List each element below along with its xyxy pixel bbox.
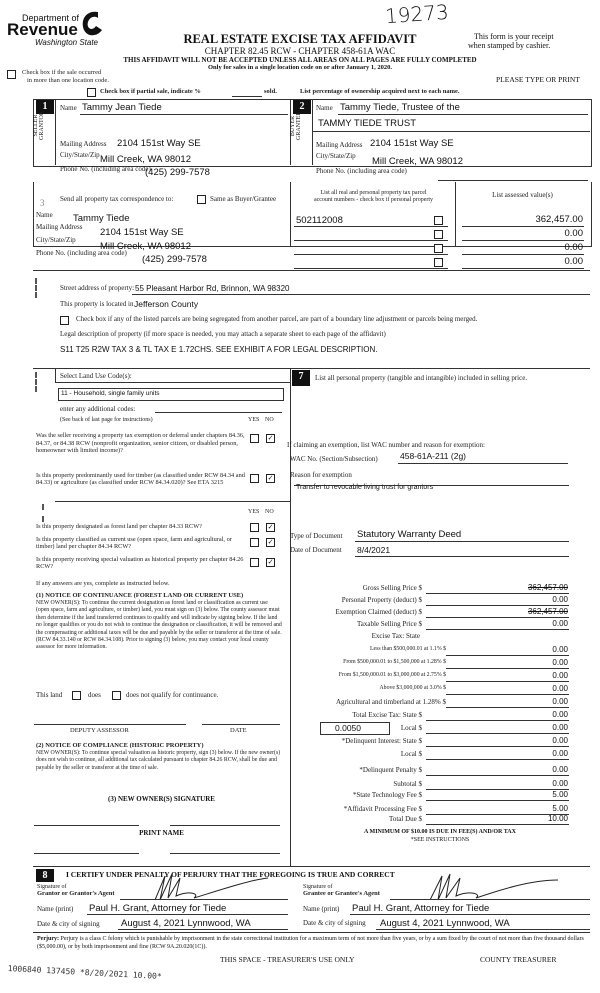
new-owner-signature-title: (3) NEW OWNER(S) SIGNATURE (108, 795, 215, 803)
handwritten-number: 19273 (384, 0, 450, 29)
tax-row-value[interactable]: 0.00 (552, 710, 568, 719)
section-4-number-mark (35, 278, 43, 298)
logo-state: Washington State (35, 38, 99, 47)
reason-label: Reason for exemption (290, 471, 352, 479)
grantor-sig-label-1: Signature of (37, 884, 67, 890)
grantee-sig-label-2: Grantee or Grantee's Agent (303, 890, 380, 897)
tax-row-label: Subtotal $ (393, 780, 422, 788)
seller-city-label: City/State/Zip (60, 151, 100, 159)
tax-row-value[interactable]: 0.00 (552, 749, 568, 758)
section-7-number: 7 (292, 370, 310, 386)
multi-location-checkbox[interactable] (7, 70, 16, 79)
grantor-name-label: Name (print) (37, 905, 74, 913)
grantee-signature[interactable] (420, 872, 560, 902)
tax-row-label: *Delinquent Interest: State $ (341, 737, 422, 745)
type-or-print: PLEASE TYPE OR PRINT (496, 75, 580, 84)
additional-codes-field[interactable] (155, 412, 282, 413)
tax-row-label: From $500,000.01 to $1,500,000 at 1.28% $ (343, 659, 446, 665)
tax-row-value[interactable]: 5.00 (552, 804, 568, 813)
tax-row-value[interactable]: 10.00 (547, 814, 568, 823)
assessed-value-field[interactable]: 0.00 (564, 256, 583, 267)
print-name-label: PRINT NAME (139, 829, 184, 837)
personal-property-checkbox[interactable] (434, 258, 443, 267)
sold-label: sold. (264, 88, 277, 95)
grantee-name-label: Name (print) (303, 905, 340, 913)
yes-header: YES (248, 417, 260, 423)
personal-property-checkbox[interactable] (434, 244, 443, 253)
q-current-use-no-checkbox[interactable]: ✓ (267, 538, 274, 546)
grantor-date-label: Date & city of signing (37, 920, 100, 928)
corr-city-label: City/State/Zip (36, 236, 76, 244)
corr-mailing-label: Mailing Address (36, 223, 83, 231)
tax-row-label: Personal Property (deduct) $ (341, 596, 422, 604)
corr-phone-field[interactable]: (425) 299-7578 (142, 254, 207, 265)
located-label: This property is located in (60, 300, 134, 308)
q-forest-yes-checkbox[interactable] (250, 523, 259, 532)
q-historic-text: Is this property receiving special valuation as historical property per chapter 84.26 RCW? (36, 556, 244, 570)
additional-codes-label: enter any additional codes: (60, 405, 136, 413)
buyer-city-field[interactable]: Mill Creek, WA 98012 (372, 156, 463, 167)
assessed-value-field[interactable]: 0.00 (564, 242, 583, 253)
multi-location-label-1: Check box if the sale occurred (22, 69, 102, 76)
tax-row-value[interactable]: 0.00 (552, 595, 568, 604)
legal-description-field[interactable]: S11 T25 R2W TAX 3 & TL TAX E 1.72CHS. SEE EXHIBIT A FOR LEGAL DESCRIPTION. (60, 345, 378, 354)
buyer-city-label: City/State/Zip (316, 152, 356, 160)
parcel-number-field[interactable]: 502112008 (296, 215, 343, 226)
certify-title: I CERTIFY UNDER PENALTY OF PERJURY THAT THE FOREGOING IS TRUE AND CORRECT (66, 870, 395, 879)
ownership-note: List percentage of ownership acquired next to each name. (300, 88, 460, 95)
if-yes-text: If any answers are yes, complete as instructed below. (36, 580, 170, 587)
parcel-header-2: account numbers - check box if personal property (313, 197, 434, 203)
does-label: does (88, 691, 101, 699)
land-use-label: Select Land Use Code(s): (60, 372, 132, 380)
seller-city-field[interactable]: Mill Creek, WA 98012 (100, 154, 191, 165)
tax-row-value[interactable]: 0.00 (552, 697, 568, 706)
cashier-stamp: 1006840 137450 *8/20/2021 10.00* (7, 964, 162, 982)
corr-name-field[interactable]: Tammy Tiede (73, 213, 130, 224)
parcel-header-1: List all real and personal property tax parcel (320, 190, 427, 196)
q-historic-no-checkbox[interactable]: ✓ (267, 558, 274, 566)
grantee-name-field[interactable]: Paul H. Grant, Attorney for Tiede (352, 903, 490, 914)
assessed-value-field[interactable]: 0.00 (564, 228, 583, 239)
assessed-header: List assessed value(s) (492, 191, 553, 199)
assessor-date-line[interactable] (202, 724, 280, 725)
treasurer-use-label: THIS SPACE - TREASURER'S USE ONLY (220, 955, 355, 964)
tax-row-value[interactable]: 362,457.00 (527, 583, 568, 592)
form-warning: THIS AFFIDAVIT WILL NOT BE ACCEPTED UNLESS ALL AREAS ON ALL PAGES ARE FULLY COMPLETED (123, 56, 477, 64)
assessor-date-label: DATE (230, 727, 247, 734)
receipt-note-2: when stamped by cashier. (468, 41, 551, 50)
logo-dept: Department of (22, 13, 80, 23)
this-land-label: This land (36, 691, 63, 699)
doc-type-label: Type of Document (290, 532, 343, 540)
multi-location-label-2: in more than one location code. (27, 77, 109, 84)
tax-row-value[interactable]: 0.00 (552, 645, 568, 654)
q-exemption-text: Was the seller receiving a property tax exemption or deferral under chapters 84.36, 84.37, or 84.38 RCW (nonprofit organization, senior citizen, or disabled person, homeowner with limited income)? (36, 432, 245, 455)
seller-mailing-label: Mailing Address (60, 140, 107, 148)
see-instructions-note: *SEE INSTRUCTIONS (410, 837, 470, 843)
perjury-notice (37, 935, 587, 951)
partial-percent-field[interactable] (232, 96, 262, 97)
corr-city-field[interactable]: Mill Creek, WA 98012 (100, 241, 191, 252)
land-does-not-checkbox[interactable] (112, 691, 121, 700)
grantor-signature[interactable] (140, 872, 270, 902)
county-field[interactable]: Jefferson County (134, 299, 199, 309)
tax-row-label: Taxable Selling Price $ (356, 620, 422, 628)
perjury-text: Perjury is a class C felony which is punishable by imprisonment in the state correctional institution for a maximum term of not more than five years, or by a sum fixed by the court of not more than five thousand dollars ($5,000.00), or by both imprisonment and fine (RCW 9A.20.020(1C)). (37, 936, 584, 950)
q-timber-no-checkbox[interactable]: ✓ (267, 474, 274, 482)
exemption-label: If claiming an exemption, list WAC number and reason for exemption: (287, 441, 485, 449)
seller-name-label: Name (60, 104, 77, 112)
buyer-mailing-label: Mailing Address (316, 141, 363, 149)
buyer-side-label: BUYER GRANTEE (290, 112, 302, 140)
q-timber-text: Is this property predominantly used for timber (as classified under RCW 84.34 and 84.33) or agriculture (as classified under RCW 84.34.020)? See ETA 3215 (36, 472, 245, 486)
section-6-number-mark (42, 504, 50, 522)
tax-row-label: *Affidavit Processing Fee $ (343, 805, 422, 813)
minimum-due-note: A MINIMUM OF $10.00 IS DUE IN FEE(S) AND/OR TAX (364, 829, 516, 835)
tax-row-label: From $1,500,000.01 to $3,000,000 at 2.75% $ (338, 672, 446, 678)
logo-name: Revenue (7, 20, 78, 39)
grantee-date-label: Date & city of signing (303, 919, 366, 927)
tax-row-value[interactable]: 0.00 (552, 619, 568, 628)
tax-row-label: Excise Tax: State (371, 632, 420, 640)
seller-phone-label: Phone No. (including area code) (60, 165, 151, 173)
tax-row-value[interactable]: 0.00 (552, 658, 568, 667)
print-name-line-1[interactable] (34, 853, 139, 854)
tax-row-label: *Delinquent Penalty $ (359, 766, 422, 774)
county-treasurer-label: COUNTY TREASURER (480, 955, 557, 964)
grantor-date-field[interactable]: August 4, 2021 Lynnwood, WA (121, 918, 251, 929)
deputy-assessor-label: DEPUTY ASSESSOR (70, 727, 129, 734)
doc-date-field[interactable]: 8/4/2021 (357, 545, 391, 555)
tax-row-label: Agricultural and timberland at 1.28% $ (335, 698, 446, 706)
q-exemption-yes-checkbox[interactable] (250, 434, 259, 443)
notice-continuance-title: (1) NOTICE OF CONTINUANCE (FOREST LAND OR CURRENT USE) (36, 592, 244, 599)
section-2-number: 2 (293, 100, 311, 114)
same-as-buyer-label: Same as Buyer/Grantee (210, 195, 277, 203)
segregated-checkbox[interactable] (60, 316, 69, 325)
buyer-name-field-2[interactable]: TAMMY TIEDE TRUST (318, 118, 417, 129)
buyer-name-field-1[interactable]: Tammy Tiede, Trustee of the (340, 102, 460, 113)
tax-row-value[interactable]: 0.00 (552, 779, 568, 788)
seller-side-label: SELLER GRANTOR (33, 111, 45, 140)
no-header: NO (265, 509, 274, 515)
q-exemption-no-checkbox[interactable]: ✓ (267, 434, 274, 442)
send-correspondence-label: Send all property tax correspondence to: (60, 195, 174, 203)
personal-property-label: List all personal property (tangible and intangible) included in selling price. (315, 374, 528, 382)
form-chapter: CHAPTER 82.45 RCW - CHAPTER 458-61A WAC (204, 46, 396, 56)
does-not-label: does not qualify for continuance. (126, 691, 219, 699)
tax-row-label: Total Excise Tax: State $ (352, 711, 422, 719)
tax-row-value[interactable]: 0.00 (552, 671, 568, 680)
q-current-use-yes-checkbox[interactable] (250, 538, 259, 547)
local-rate-value: 0.0050 (335, 723, 361, 733)
print-name-line-2[interactable] (170, 853, 280, 854)
segregated-label: Check box if any of the listed parcels are being segregated from another parcel, are part of a boundary line adjustment or parcels being merged. (76, 315, 478, 323)
tax-row-label: Above $3,000,000 at 3.0% $ (379, 685, 446, 691)
personal-property-checkbox[interactable] (434, 230, 443, 239)
seller-phone-field[interactable]: (425) 299-7578 (145, 167, 210, 178)
tax-row-value[interactable]: 0.00 (552, 736, 568, 745)
grantee-date-field[interactable]: August 4, 2021 Lynnwood, WA (380, 918, 510, 929)
assessed-value-field[interactable]: 362,457.00 (535, 214, 583, 225)
q-forest-text: Is this property designated as forest land per chapter 84.33 RCW? (36, 523, 202, 530)
seller-mailing-field[interactable]: 2104 151st Way SE (117, 138, 201, 149)
notice-compliance-title: (2) NOTICE OF COMPLIANCE (HISTORIC PROPERTY) (36, 742, 204, 749)
corr-mailing-field[interactable]: 2104 151st Way SE (100, 227, 184, 238)
tax-row-value[interactable]: 362,457.00 (527, 607, 568, 616)
doc-date-label: Date of Document (290, 546, 342, 554)
corr-name-label: Name (36, 211, 53, 219)
new-owner-signature-line-2[interactable] (170, 825, 280, 826)
tax-row-label: *State Technology Fee $ (352, 791, 422, 799)
reason-field[interactable]: Transfer to revocable living trust for grantors (296, 484, 434, 491)
q-historic-yes-checkbox[interactable] (250, 558, 259, 567)
perjury-label: Perjury: (37, 936, 59, 942)
q-timber-yes-checkbox[interactable] (250, 474, 259, 483)
buyer-phone-label: Phone No. (including area code) (316, 167, 407, 175)
doc-type-field[interactable]: Statutory Warranty Deed (357, 529, 462, 540)
tax-row-value[interactable]: 0.00 (552, 684, 568, 693)
receipt-note-1: This form is your receipt (474, 32, 554, 41)
no-header: NO (265, 417, 274, 423)
tax-row-label: Less than $500,000.01 at 1.1% $ (370, 646, 446, 652)
same-as-buyer-checkbox[interactable] (197, 195, 206, 204)
section-1-number: 1 (36, 100, 54, 114)
notice-compliance-text: NEW OWNER(S): To continue special valuation as historic property, sign (3) below. If the new owner(s) does not wish to continue, all additional tax calculated pursuant to chapter 84.26 RCW, shall be due and payable by the seller or transferor at the time of sale. (36, 750, 281, 771)
seller-name-field[interactable]: Tammy Jean Tiede (82, 102, 162, 113)
form-only-for: Only for sales in a single location code on or after January 1, 2020. (208, 64, 392, 71)
tax-row-label: Exemption Claimed (deduct) $ (335, 608, 422, 616)
tax-row-value[interactable]: 0.00 (552, 765, 568, 774)
land-use-code-field[interactable] (58, 388, 284, 401)
grantor-name-field[interactable]: Paul H. Grant, Attorney for Tiede (89, 903, 227, 914)
partial-sale-label: Check box if partial sale, indicate % (100, 88, 201, 95)
wac-field[interactable]: 458-61A-211 (2g) (400, 451, 466, 461)
corr-phone-label: Phone No. (including area code) (36, 249, 127, 257)
deputy-assessor-line[interactable] (34, 724, 186, 725)
buyer-mailing-field[interactable]: 2104 151st Way SE (370, 138, 454, 149)
new-owner-signature-line-1[interactable] (34, 825, 139, 826)
q-current-use-text: Is this property classified as current use (open space, farm and agricultural, or timber) land per chapter 84.34 RCW? (36, 536, 232, 550)
section-3-number: 3 (40, 198, 45, 208)
q-forest-no-checkbox[interactable]: ✓ (267, 523, 274, 531)
land-does-checkbox[interactable] (72, 691, 81, 700)
notice-continuance-text: NEW OWNER(S): To continue the current designation as forest land or classification as current use (open space, farm and agriculture, or timber) land, you must sign on (3) below. The county assessor must then determine if the land transferred continues to qualify and will indicate by signing below. If the land no longer qualifies or you do not wish to continue the designation or classification, it will be removed and the compensating or additional taxes will be due and payable by the seller or transferor at the time of sale. (RCW 84.33.140 or RCW 84.34.108). Prior to signing (3) below, you may contact your local county assessor for more information. (36, 600, 282, 651)
tax-row-value[interactable]: 0.00 (552, 723, 568, 732)
land-use-code-value: 11 - Household, single family units (61, 390, 160, 397)
form-title: REAL ESTATE EXCISE TAX AFFIDAVIT (183, 32, 417, 46)
tax-row-label: Local $ (400, 750, 422, 758)
yes-header: YES (248, 509, 260, 515)
partial-sale-checkbox[interactable] (87, 88, 96, 97)
tax-row-value[interactable]: 5.00 (552, 790, 568, 799)
wac-label: WAC No. (Section/Subsection) (290, 455, 378, 463)
tax-row-label: Total Due $ (389, 815, 422, 823)
street-address-field[interactable]: 55 Pleasant Harbor Rd, Brinnon, WA 98320 (135, 284, 290, 293)
tax-row-label: Local $ (400, 724, 422, 732)
see-back-label: (See back of last page for instructions) (60, 417, 153, 423)
legal-description-label: Legal description of property (if more space is needed, you may attach a separate sheet to each page of the affidavit) (60, 330, 386, 338)
grantor-sig-label-2: Grantor or Grantor's Agent (37, 890, 115, 897)
grantee-sig-label-1: Signature of (303, 884, 333, 890)
street-address-label: Street address of property: (60, 284, 135, 292)
section-8-number: 8 (36, 869, 54, 882)
personal-property-checkbox[interactable] (434, 216, 443, 225)
tax-row-label: Gross Selling Price $ (362, 584, 422, 592)
section-5-number-mark (35, 372, 43, 392)
buyer-name-label: Name (316, 104, 333, 112)
